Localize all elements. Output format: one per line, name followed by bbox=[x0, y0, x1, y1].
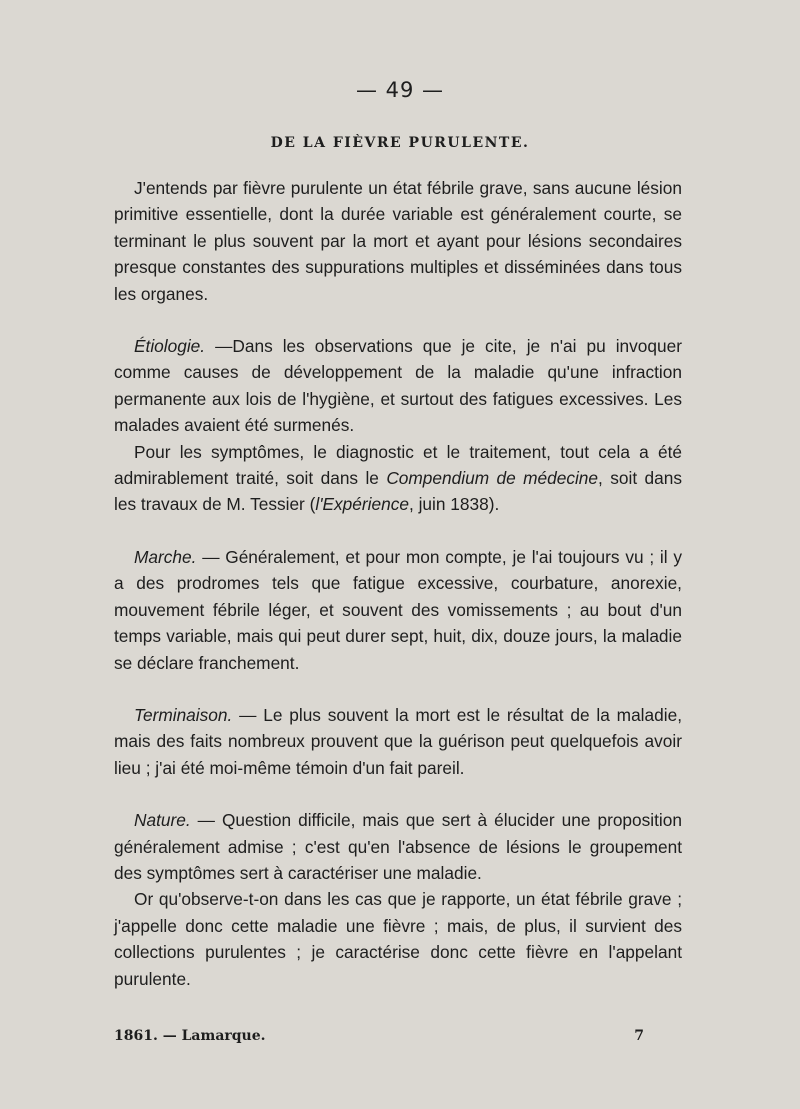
page-footer bbox=[114, 1028, 644, 1044]
symptomes-text-a: Pour les symptômes, le diagnostic et le traitement, tout cela a été admirablement traité, soit dans le bbox=[114, 441, 682, 489]
etiologie-heading: Étiologie. bbox=[134, 336, 206, 357]
symptomes-text-c: , juin 1838). bbox=[408, 494, 500, 515]
marche-heading: Marche. bbox=[134, 546, 197, 567]
citation-compendium: Compendium de médecine bbox=[386, 468, 599, 489]
signature-mark: 7 bbox=[634, 1028, 644, 1044]
marche-text: — Généralement, et pour mon compte, je l'ai toujours vu ; il y a des prodromes tels que fatigue excessive, courbature, anorexie, mouvement fébrile léger, et souvent des vomissements ; au bout d'un temps variable, mais qui peut durer sept, huit, dix, douze jours, la maladie se déclare franchement. bbox=[114, 546, 682, 673]
paragraph-intro bbox=[114, 175, 682, 307]
conclusion-text: Or qu'observe-t-on dans les cas que je rapporte, un état fébrile grave ; j'appelle donc cette maladie une fièvre ; mais, de plus, il survient des collections purulentes ; je caractérise donc cette fièvre en l'appelant purulente. bbox=[114, 889, 682, 989]
paragraph-nature bbox=[114, 807, 682, 886]
running-head: DE LA FIÈVRE PURULENTE. bbox=[270, 135, 530, 151]
nature-text: — Question difficile, mais que sert à élucider une proposition généralement admise ; c'est qu'en l'absence de lésions le groupement des symptômes sert à caractériser une maladie. bbox=[114, 810, 682, 883]
paragraph-conclusion bbox=[114, 886, 682, 992]
page-number: — 49 — bbox=[355, 78, 445, 102]
etiologie-text: —Dans les observations que je cite, je n'ai pu invoquer comme causes de développement de la maladie qu'une infraction permanente aux lois de l'hygiène, et surtout des fatigues excessives. Les malades avaient été surmenés. bbox=[114, 336, 682, 436]
intro-text: J'entends par fièvre purulente un état fébrile grave, sans aucune lésion primitive essentielle, dont la durée variable est généralement courte, se terminant le plus souvent par la mort et ayant pour lésions secondaires presque constantes des suppurations multiples et disséminées dans tous les organes. bbox=[114, 178, 682, 304]
nature-heading: Nature. bbox=[134, 810, 191, 831]
paragraph-symptomes bbox=[114, 439, 682, 518]
terminaison-text: — Le plus souvent la mort est le résultat de la maladie, mais des faits nombreux prouvent que la guérison peut quelquefois avoir lieu ; j'ai été moi-même témoin d'un fait pareil. bbox=[114, 704, 682, 778]
symptomes-text-b: , soit dans les travaux de M. Tessier ( bbox=[114, 468, 682, 515]
printer-imprint: 1861. — Lamarque. bbox=[114, 1028, 266, 1044]
citation-experience: l'Expérience bbox=[315, 494, 409, 515]
paragraph-terminaison bbox=[114, 702, 682, 781]
body-text bbox=[114, 175, 682, 992]
paragraph-marche bbox=[114, 544, 682, 676]
terminaison-heading: Terminaison. bbox=[134, 704, 233, 725]
paragraph-etiologie bbox=[114, 333, 682, 439]
